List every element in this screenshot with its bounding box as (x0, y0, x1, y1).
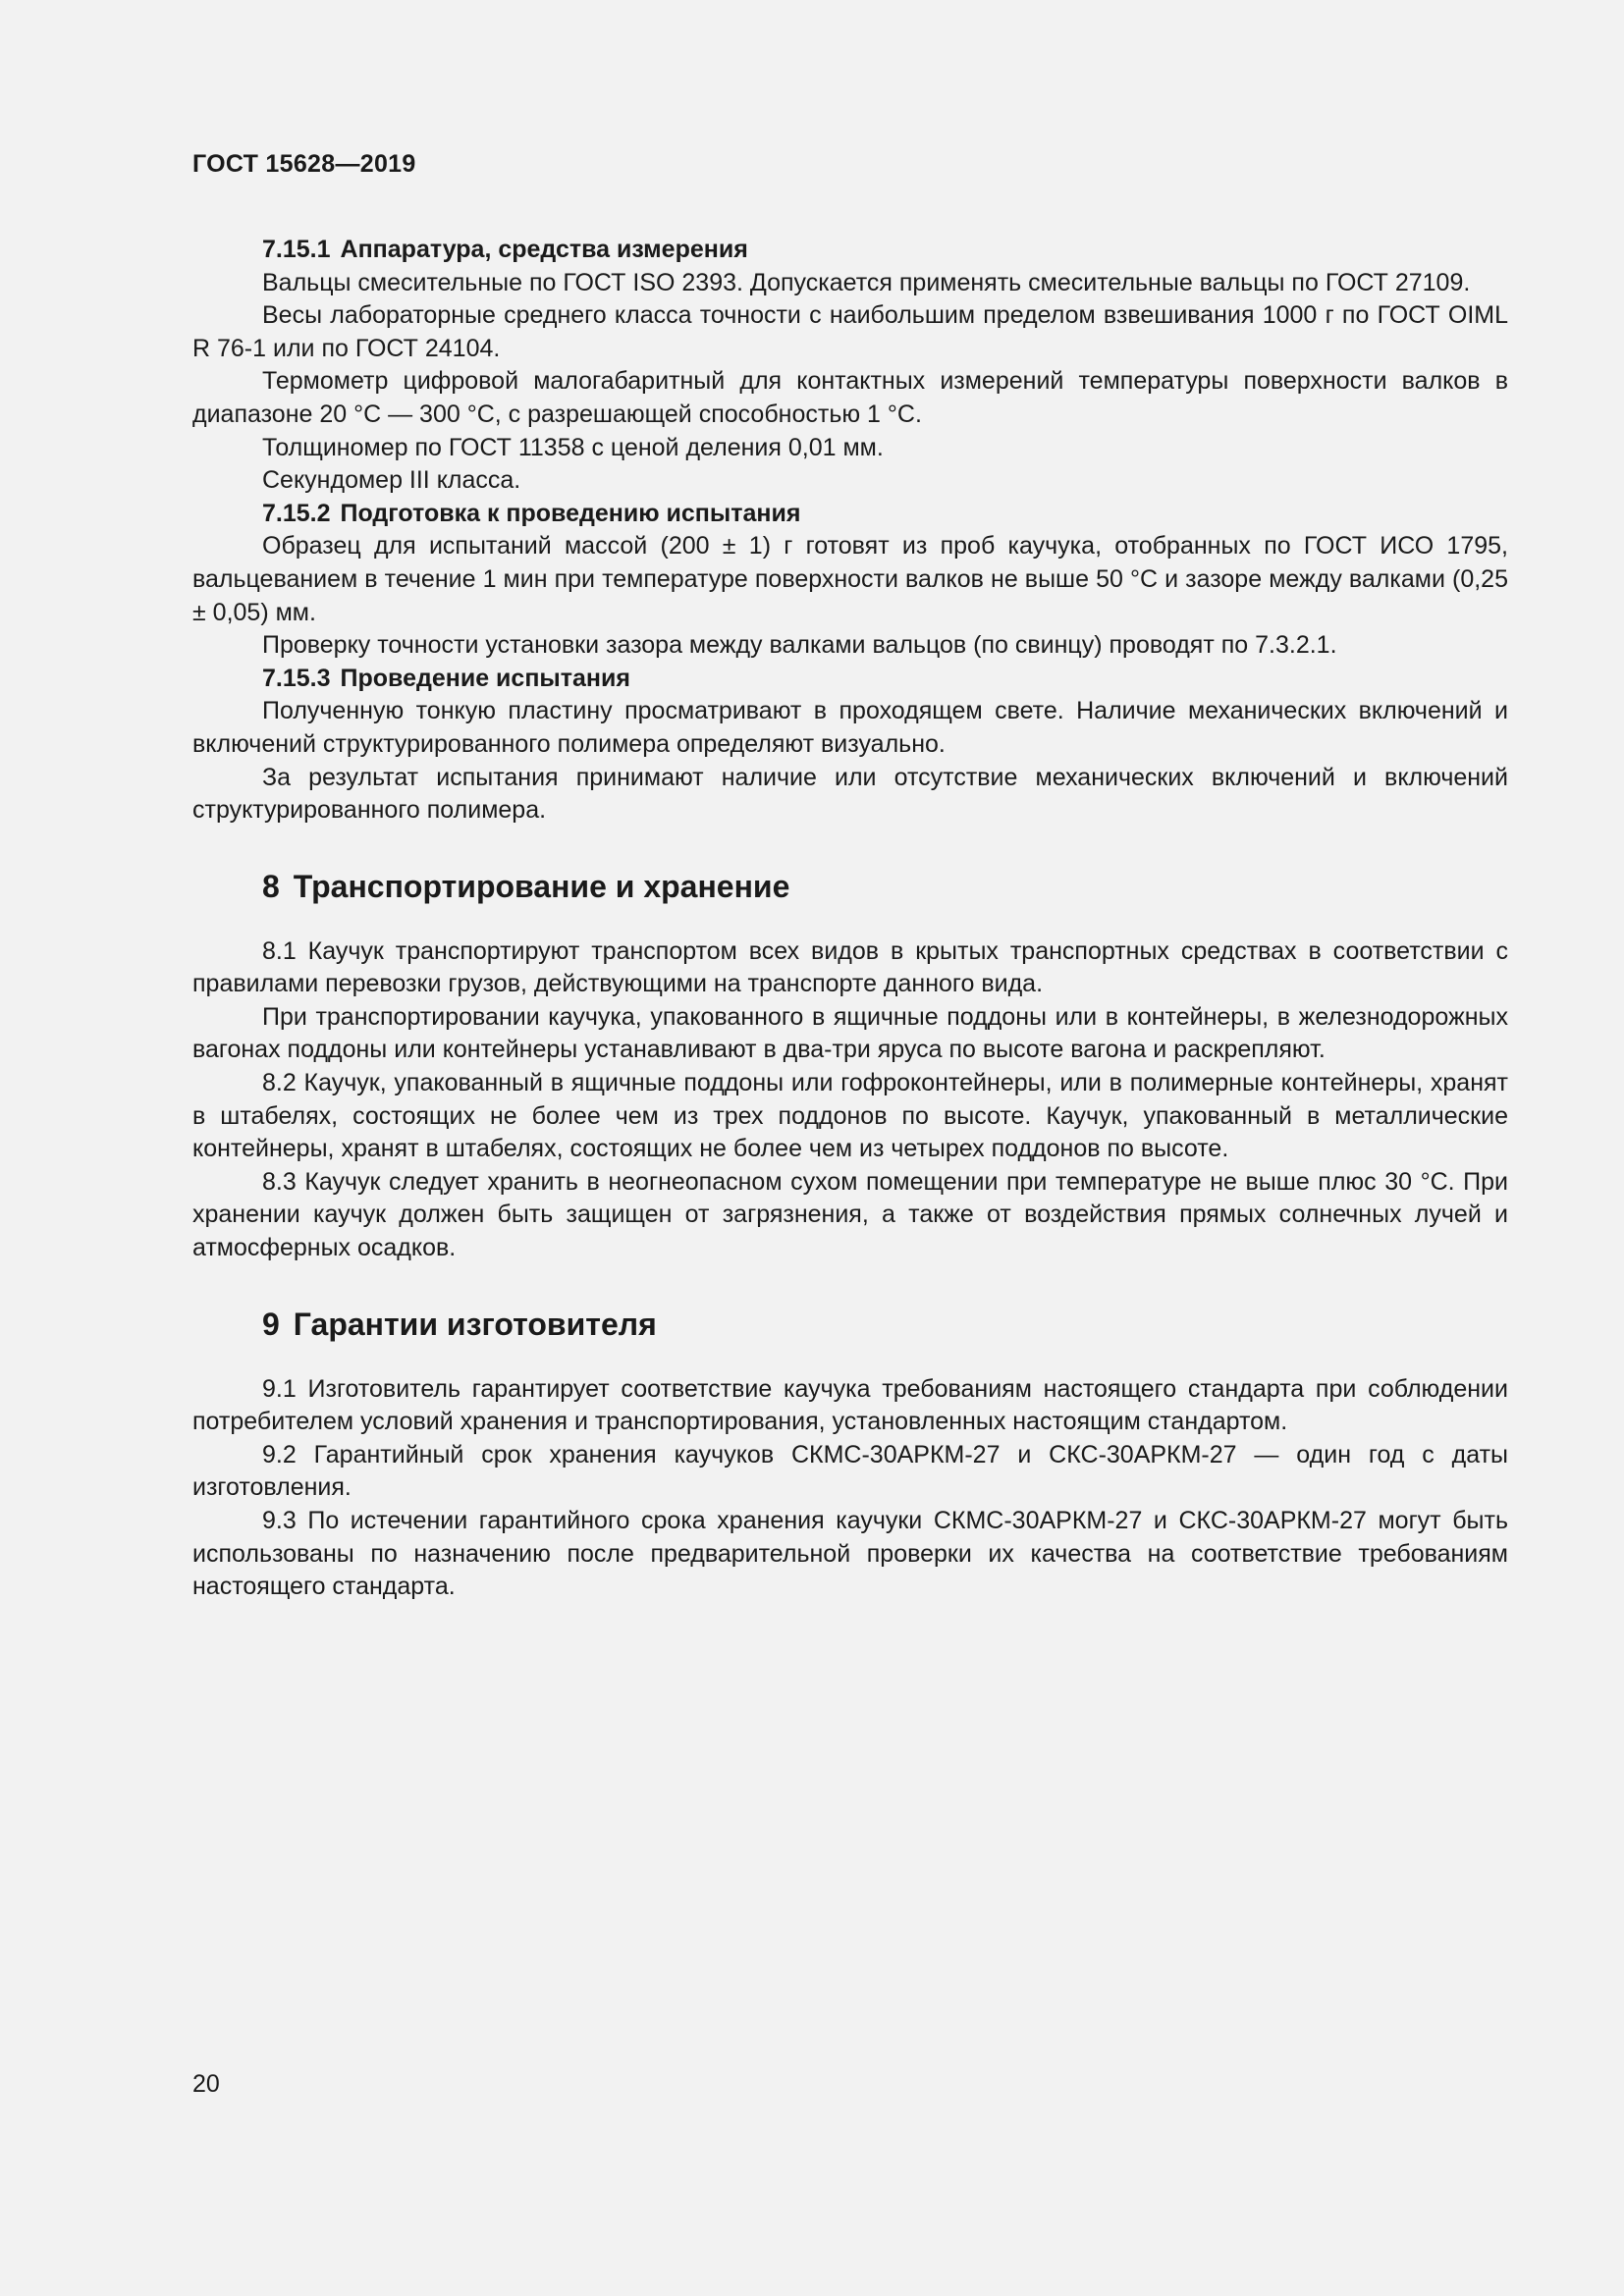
paragraph: 9.2 Гарантийный срок хранения каучуков СКМС-30АРКМ-27 и СКС-30АРКМ-27 — один год с даты изготовления. (192, 1440, 1508, 1502)
subsection-7-15 (192, 234, 1508, 828)
section-heading-9 (262, 1305, 1508, 1344)
subsection-title: Подготовка к проведению испытания (340, 499, 801, 527)
paragraph: При транспортировании каучука, упакованного в ящичные поддоны или в контейнеры, в железнодорожных вагонах поддоны или контейнеры устанавливают в два-три яруса по высоте вагона и раскрепляют. (192, 1002, 1508, 1064)
section-number: 8 (262, 868, 280, 904)
paragraph: 9.1 Изготовитель гарантирует соответствие каучука требованиям настоящего стандарта при соблюдении потребителем условий хранения и транспортирования, установленных настоящим стандартом. (192, 1374, 1508, 1436)
subsection-number: 7.15.2 (262, 499, 331, 527)
subsection-heading-7-15-2 (192, 498, 1508, 531)
subsection-title: Аппаратура, средства измерения (340, 236, 748, 263)
paragraph: 8.2 Каучук, упакованный в ящичные поддоны или гофроконтейнеры, или в полимерные контейнеры, хранят в штабелях, состоящих не более чем из трех поддонов по высоте. Каучук, упакованный в металлические контейнеры, хранят в штабелях, состоящих не более чем из четырех поддонов по высоте. (192, 1069, 1508, 1163)
section-8-body (192, 935, 1508, 1265)
paragraph: Образец для испытаний массой (200 ± 1) г готовят из проб каучука, отобранных по ГОСТ ИСО 1795, вальцеванием в течение 1 мин при температуре поверхности валков не выше 50 °С и зазоре между валками (0,25 ± 0,05) мм. (192, 532, 1508, 626)
subsection-title: Проведение испытания (340, 664, 630, 692)
section-number: 9 (262, 1306, 280, 1342)
paragraph: Толщиномер по ГОСТ 11358 с ценой деления 0,01 мм. (262, 433, 884, 461)
section-title: Транспортирование и хранение (293, 868, 790, 904)
paragraph: 8.3 Каучук следует хранить в неогнеопасном сухом помещении при температуре не выше плюс 30 °С. При хранении каучук должен быть защищен от загрязнения, а также от воздействия прямых солнечных лучей и атмосферных осадков. (192, 1167, 1508, 1262)
section-9-body (192, 1373, 1508, 1604)
paragraph: Секундомер III класса. (262, 466, 521, 495)
subsection-heading-7-15-3 (192, 663, 1508, 696)
paragraph: 9.3 По истечении гарантийного срока хранения каучуки СКМС-30АРКМ-27 и СКС-30АРКМ-27 могут быть использованы по назначению после предварительной проверки их качества на соответствие требованиям настоящего стандарта. (192, 1507, 1508, 1601)
section-title: Гарантии изготовителя (293, 1306, 657, 1342)
paragraph: Вальцы смесительные по ГОСТ ISO 2393. Допускается применять смесительные вальцы по ГОСТ 27109. (262, 268, 1471, 296)
subsection-number: 7.15.1 (262, 236, 331, 263)
subsection-number: 7.15.3 (262, 664, 331, 692)
paragraph: Термометр цифровой малогабаритный для контактных измерений температуры поверхности валков в диапазоне 20 °С — 300 °С, с разрешающей способностью 1 °С. (192, 367, 1508, 428)
paragraph: Полученную тонкую пластину просматривают в проходящем свете. Наличие механических включений и включений структурированного полимера определяют визуально. (192, 697, 1508, 758)
paragraph: Проверку точности установки зазора между валками вальцов (по свинцу) проводят по 7.3.2.1. (262, 631, 1337, 660)
paragraph: Весы лабораторные среднего класса точности с наибольшим пределом взвешивания 1000 г по ГОСТ OIML R 76-1 или по ГОСТ 24104. (192, 301, 1508, 362)
subsection-heading-7-15-1 (192, 234, 1508, 267)
document-header: ГОСТ 15628—2019 (192, 150, 416, 178)
section-heading-8 (262, 867, 1508, 906)
paragraph: За результат испытания принимают наличие или отсутствие механических включений и включений структурированного полимера. (192, 763, 1508, 825)
document-page (192, 147, 1508, 1604)
page-number: 20 (192, 2070, 220, 2098)
paragraph: 8.1 Каучук транспортируют транспортом всех видов в крытых транспортных средствах в соответствии с правилами перевозки грузов, действующими на транспорте данного вида. (192, 936, 1508, 998)
